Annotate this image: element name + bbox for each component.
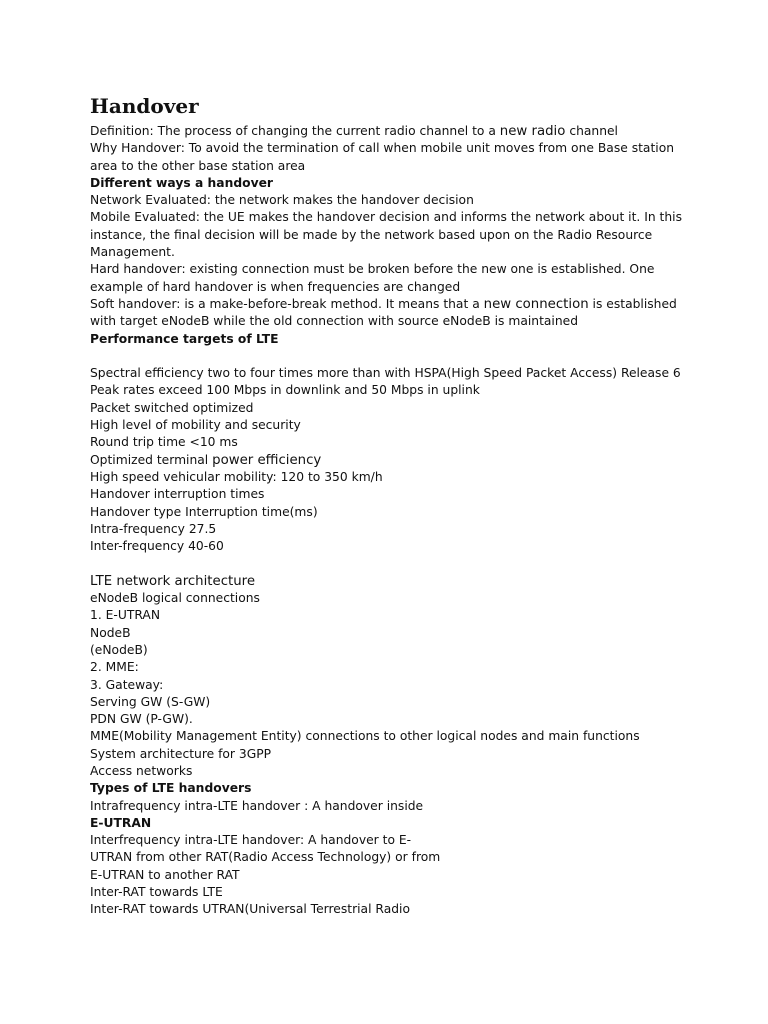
interfrequency-line-1: Interfrequency intra-LTE handover: A handover to E- [90,833,412,848]
interruption-times-line: Handover interruption times [90,487,265,502]
packet-switched-line: Packet switched optimized [90,400,254,415]
nodeb-line: NodeB [90,625,131,640]
inter-rat-lte-line: Inter-RAT towards LTE [90,885,223,900]
section-heading-types: Types of LTE handovers [90,781,252,796]
soft-handover-lead: Soft handover: is a make-before-break method. It means that a [90,296,484,311]
why-handover-line-1: Why Handover: To avoid the termination of call when mobile unit moves from one Base station [90,141,675,156]
hard-handover-line-2: example of hard handover is when frequencies are changed [90,279,461,294]
eutran-item: 1. E-UTRAN [90,608,161,623]
power-emph: power efficiency [212,452,322,468]
round-trip-line: Round trip time <10 ms [90,435,238,450]
hard-handover-line-1: Hard handover: existing connection must be broken before the new one is established. One [90,262,655,277]
soft-handover-emph: new connection [483,296,589,312]
power-lead: Optimized terminal [90,452,213,467]
eutran-bold-line: E-UTRAN [90,815,152,830]
inter-rat-utran-line: Inter-RAT towards UTRAN(Universal Terrestrial Radio [90,902,410,917]
inter-frequency-line: Inter-frequency 40-60 [90,539,224,554]
interfrequency-line-3: E-UTRAN to another RAT [90,867,240,882]
mobility-security-line: High level of mobility and security [90,418,301,433]
mme-description-line: MME(Mobility Management Entity) connections to other logical nodes and main functions [90,729,640,744]
blank-line [90,555,690,572]
document-body [90,94,690,919]
intrafrequency-line: Intrafrequency intra-LTE handover : A handover inside [90,798,424,813]
definition-emph: new radio [499,124,566,139]
mobile-evaluated-line-3: Management. [90,245,175,260]
intra-frequency-line: Intra-frequency 27.5 [90,521,217,536]
network-evaluated-line: Network Evaluated: the network makes the handover decision [90,193,474,208]
vehicular-mobility-line: High speed vehicular mobility: 120 to 350 km/h [90,469,383,484]
document-title: Handover [90,94,199,118]
enodeb-logical-line: eNodeB logical connections [90,591,260,606]
soft-handover-tail: is established [588,296,677,311]
definition-lead: Definition: The process of changing the current radio channel to a [90,124,500,138]
section-heading-targets: Performance targets of LTE [90,331,279,346]
spectral-efficiency-line: Spectral efficiency two to four times more than with HSPA(High Speed Packet Access) Release 6 [90,366,681,381]
mobile-evaluated-line-2: instance, the final decision will be made by the network based upon on the Radio Resource [90,227,653,242]
definition-line [90,123,690,140]
definition-tail: channel [565,124,618,138]
system-architecture-line: System architecture for 3GPP [90,746,272,761]
gateway-item: 3. Gateway: [90,677,164,692]
why-handover-line-2: area to the other base station area [90,158,306,173]
pdn-gw-line: PDN GW (P-GW). [90,712,193,727]
blank-line [90,348,690,365]
section-heading-ways: Different ways a handover [90,175,273,190]
soft-handover-line-2: with target eNodeB while the old connection with source eNodeB is maintained [90,314,579,329]
mme-item: 2. MME: [90,660,139,675]
section-heading-architecture: LTE network architecture [90,573,256,589]
peak-rates-line: Peak rates exceed 100 Mbps in downlink and 50 Mbps in uplink [90,383,480,398]
mobile-evaluated-line-1: Mobile Evaluated: the UE makes the handover decision and informs the network about it. In this [90,210,682,225]
serving-gw-line: Serving GW (S-GW) [90,694,211,709]
interfrequency-line-2: UTRAN from other RAT(Radio Access Technology) or from [90,850,441,865]
access-networks-line: Access networks [90,763,193,778]
power-efficiency-line [90,452,690,469]
enodeb-paren-line: (eNodeB) [90,642,148,657]
soft-handover-line-1 [90,296,690,313]
handover-type-line: Handover type Interruption time(ms) [90,504,318,519]
